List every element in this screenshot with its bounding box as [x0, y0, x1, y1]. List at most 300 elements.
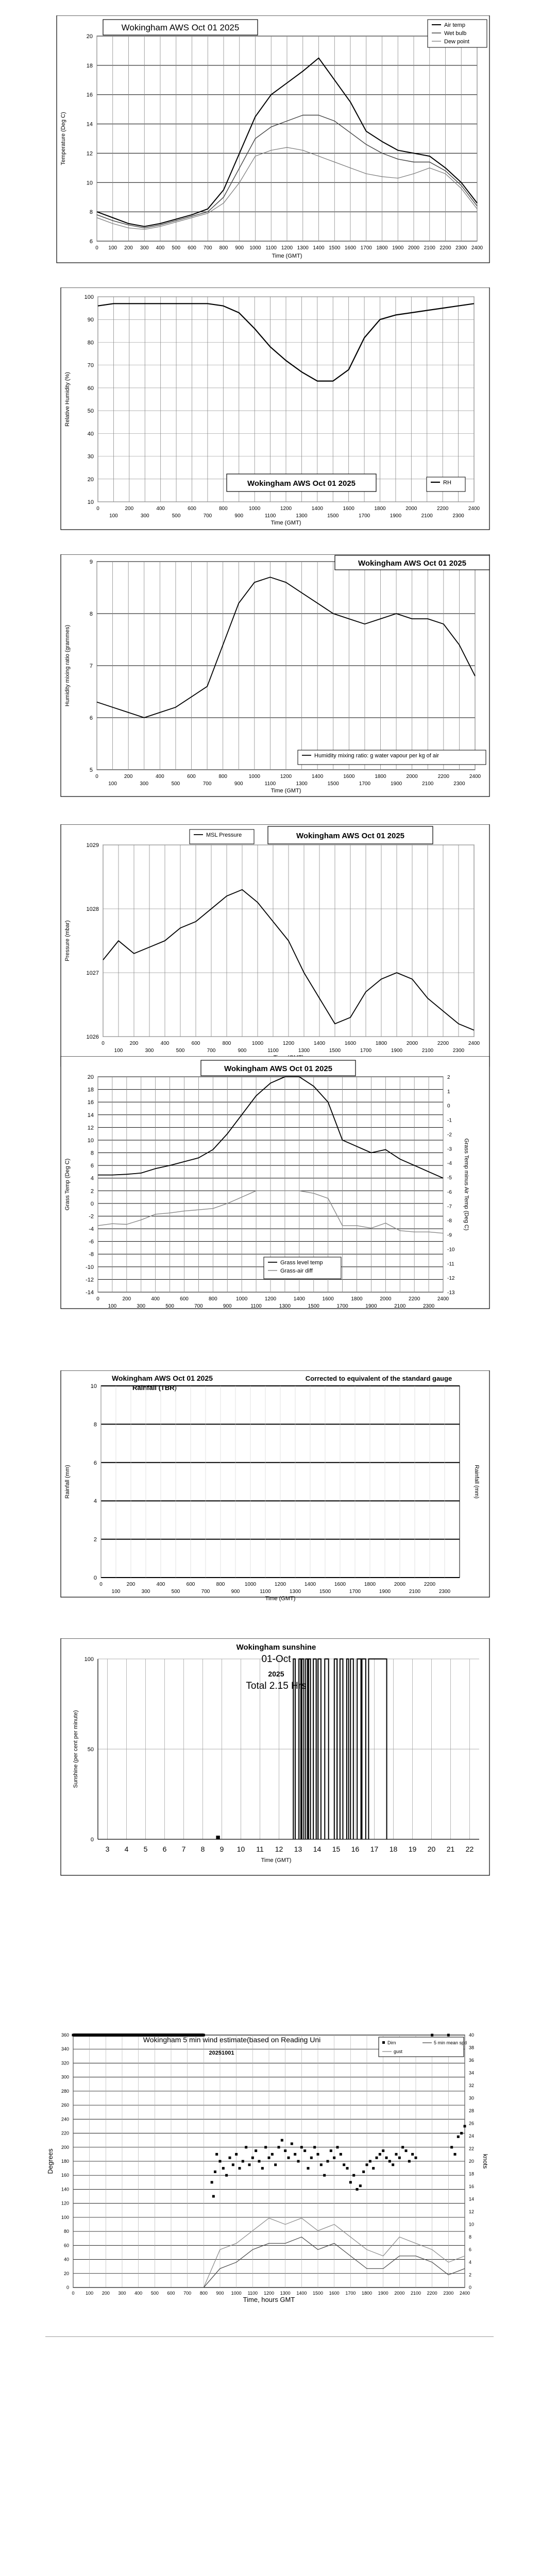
x-tick-label: 2300 [438, 1589, 451, 1595]
x-tick-label: 1000 [231, 2291, 242, 2296]
direction-point [340, 2153, 342, 2156]
direction-point [454, 2153, 457, 2156]
direction-point [288, 2157, 290, 2159]
x-tick-label: 800 [218, 506, 228, 512]
x-tick-label: 500 [171, 1589, 180, 1595]
x-tick-label: 13 [294, 1845, 302, 1853]
y-tick-label: 300 [61, 2074, 69, 2080]
chart-title: Wokingham AWS Oct 01 2025 [111, 1374, 213, 1382]
chart-rainfall [0, 1370, 541, 1602]
x-tick-label: 1100 [265, 245, 277, 251]
y-tick-label: 6 [93, 1460, 97, 1466]
x-tick-label: 7 [181, 1845, 186, 1853]
x-tick-label: 400 [156, 1582, 165, 1587]
x-tick-label: 2300 [453, 781, 465, 787]
direction-point [388, 2160, 391, 2163]
x-tick-label: 1800 [351, 1296, 363, 1302]
x-tick-label: 6 [162, 1845, 167, 1853]
direction-point [310, 2157, 313, 2159]
y-tick-label: 0 [93, 1575, 97, 1581]
y-right-tick-label: 32 [469, 2083, 475, 2088]
x-tick-label: 2200 [427, 2291, 437, 2296]
y-tick-label: 1029 [86, 842, 99, 849]
y-tick-label: 40 [87, 431, 94, 437]
x-tick-label: 400 [134, 2291, 143, 2296]
direction-point [235, 2153, 238, 2156]
y-right-tick-label: 2 [469, 2272, 472, 2278]
direction-point [327, 2160, 329, 2163]
x-tick-label: 12 [275, 1845, 283, 1853]
x-tick-label: 3 [105, 1845, 110, 1853]
x-tick-label: 2000 [406, 1041, 418, 1046]
y-axis-label: Pressure (mbar) [64, 920, 71, 961]
x-tick-label: 200 [126, 1582, 136, 1587]
y-right-tick-label: -1 [447, 1117, 452, 1124]
x-tick-label: 100 [114, 1048, 123, 1054]
direction-point [336, 2146, 339, 2148]
x-tick-label: 1800 [375, 774, 386, 779]
y-tick-label: 100 [84, 294, 94, 300]
x-tick-label: 1800 [376, 245, 388, 251]
x-tick-label: 14 [313, 1845, 322, 1853]
x-tick-label: 16 [351, 1845, 360, 1853]
x-tick-label: 2200 [437, 774, 449, 779]
y-tick-label: 0 [90, 1200, 94, 1207]
legend-label: MSL Pressure [206, 832, 242, 838]
direction-point [450, 2146, 453, 2148]
x-tick-label: 11 [256, 1845, 264, 1853]
x-tick-label: 1400 [304, 1582, 316, 1587]
x-tick-label: 200 [129, 1041, 139, 1046]
x-tick-label: 300 [145, 1048, 154, 1054]
x-tick-label: 600 [188, 506, 196, 512]
y-right-tick-label: 40 [469, 2032, 475, 2038]
x-tick-label: 1600 [344, 245, 357, 251]
x-tick-label: 2100 [421, 513, 433, 519]
direction-point [392, 2163, 394, 2166]
direction-point [251, 2157, 254, 2159]
y-right-tick-label: 36 [469, 2058, 475, 2063]
legend-label: Humidity mixing ratio: g water vapour per kg of air [314, 753, 439, 759]
chart-title: Wokingham AWS Oct 01 2025 [224, 1064, 333, 1073]
x-tick-label: 200 [124, 774, 133, 779]
x-tick-label: 200 [122, 1296, 131, 1302]
y-tick-label: 7 [89, 663, 93, 669]
x-tick-label: 2300 [452, 1048, 465, 1054]
x-tick-label: 700 [183, 2291, 192, 2296]
direction-point [278, 2146, 280, 2148]
x-tick-label: 20 [427, 1845, 436, 1853]
y-right-tick-label: -11 [447, 1261, 454, 1267]
x-tick-label: 1700 [336, 1303, 348, 1309]
direction-point [320, 2163, 323, 2166]
direction-point [281, 2139, 283, 2142]
x-tick-label: 300 [140, 513, 149, 519]
chart-pressure [0, 824, 541, 1072]
direction-point [313, 2146, 316, 2148]
x-tick-label: 500 [150, 2291, 159, 2296]
y-tick-label: 80 [63, 2229, 69, 2234]
direction-point [291, 2142, 293, 2145]
x-tick-label: 17 [370, 1845, 379, 1853]
y-tick-label: 4 [90, 1175, 94, 1182]
x-tick-label: 2200 [424, 1582, 436, 1587]
x-tick-label: 2100 [409, 1589, 421, 1595]
x-tick-label: 1500 [308, 1303, 319, 1309]
y-axis-label: Temperature (Deg C) [60, 112, 66, 165]
x-tick-label: 500 [165, 1303, 174, 1309]
x-tick-label: 400 [156, 245, 165, 251]
y-tick-label: 20 [87, 1074, 94, 1080]
x-tick-label: 600 [186, 1582, 195, 1587]
x-tick-label: 200 [125, 506, 134, 512]
sunshine-bar-small [216, 1836, 219, 1839]
x-tick-label: 1000 [249, 506, 261, 512]
x-tick-label: 2400 [469, 774, 481, 779]
x-tick-label: 500 [172, 513, 181, 519]
y-tick-label: 20 [86, 33, 93, 40]
x-tick-label: 1500 [329, 245, 341, 251]
chart-title: Wokingham AWS Oct 01 2025 [358, 559, 467, 568]
legend-label: Grass level temp [280, 1260, 323, 1266]
chart-title: Wokingham AWS Oct 01 2025 [121, 23, 240, 32]
direction-point [401, 2146, 404, 2148]
y-tick-label: 8 [93, 1421, 97, 1428]
x-tick-label: 1500 [312, 2291, 324, 2296]
y-right-tick-label: 14 [469, 2196, 475, 2202]
x-tick-label: 300 [118, 2291, 126, 2296]
x-tick-label: 2300 [422, 1303, 435, 1309]
chart-temperature [0, 15, 541, 268]
direction-point [307, 2167, 310, 2170]
x-tick-label: 2200 [437, 1041, 449, 1046]
y-right-tick-label: -6 [447, 1189, 452, 1195]
x-tick-label: 15 [332, 1845, 341, 1853]
y-right-tick-label: -10 [447, 1247, 455, 1253]
y-tick-label: 1027 [86, 970, 99, 976]
x-tick-label: 21 [446, 1845, 455, 1853]
x-tick-label: 1400 [311, 506, 323, 512]
direction-point [464, 2125, 466, 2127]
x-tick-label: 2100 [424, 245, 435, 251]
direction-point [225, 2174, 228, 2177]
y-right-tick-label: -9 [447, 1232, 452, 1239]
y-tick-label: -14 [86, 1290, 94, 1296]
y-right-tick-label: 16 [469, 2184, 475, 2189]
x-tick-label: 1000 [236, 1296, 248, 1302]
y-axis-label: Rainfall (mm) [64, 1465, 71, 1499]
chart-grass [0, 1056, 541, 1314]
y-tick-label: 8 [89, 611, 93, 617]
y-tick-label: 12 [87, 1125, 94, 1131]
y-tick-label: 100 [61, 2214, 69, 2220]
x-tick-label: 1600 [322, 1296, 334, 1302]
direction-point [255, 2149, 257, 2152]
x-tick-label: 2300 [443, 2291, 454, 2296]
x-tick-label: 1700 [359, 781, 371, 787]
y-tick-label: 90 [87, 317, 94, 324]
x-tick-label: 1600 [329, 2291, 340, 2296]
y-right-tick-label: 24 [469, 2133, 475, 2139]
x-tick-label: 100 [86, 2291, 94, 2296]
chart-wind [0, 2030, 541, 2303]
direction-point [214, 2171, 216, 2173]
legend-label: Dirn [387, 2040, 396, 2045]
direction-point [415, 2157, 417, 2159]
x-tick-label: 1100 [247, 2291, 258, 2296]
direction-point [372, 2167, 375, 2170]
legend-label: Grass-air diff [280, 1268, 313, 1274]
y-tick-label: 360 [61, 2032, 69, 2038]
direction-point [411, 2153, 414, 2156]
y-tick-label: 320 [61, 2060, 69, 2066]
x-tick-label: 500 [176, 1048, 185, 1054]
direction-point [300, 2146, 303, 2148]
x-tick-label: 1100 [264, 781, 276, 787]
y-tick-label: 100 [84, 1656, 94, 1663]
direction-point [408, 2160, 411, 2163]
x-tick-label: 2200 [409, 1296, 420, 1302]
chart-date: 20251001 [209, 2050, 234, 2056]
direction-point [215, 2153, 218, 2156]
y-tick-label: 20 [63, 2270, 69, 2276]
direction-point [330, 2149, 332, 2152]
x-tick-label: 1800 [374, 506, 386, 512]
direction-point [284, 2149, 286, 2152]
direction-point [366, 2163, 368, 2166]
y-tick-label: 50 [87, 408, 94, 415]
y-tick-label: 10 [86, 180, 93, 187]
y-tick-label: 0 [66, 2285, 69, 2290]
x-tick-label: 1900 [365, 1303, 377, 1309]
x-tick-label: 2100 [410, 2291, 421, 2296]
y-axis-label: Sunshine (per cent per minute) [73, 1710, 79, 1788]
direction-point [258, 2160, 261, 2163]
y-tick-label: 18 [87, 1087, 94, 1093]
y-tick-label: 200 [61, 2144, 69, 2150]
direction-point [317, 2153, 319, 2156]
chart-title: Wokingham AWS Oct 01 2025 [296, 832, 405, 840]
y-tick-label: 260 [61, 2103, 69, 2108]
y-tick-label: 2 [93, 1536, 97, 1543]
direction-point [349, 2181, 352, 2183]
x-tick-label: 700 [207, 1048, 216, 1054]
y-tick-label: 240 [61, 2116, 69, 2122]
y-tick-label: 5 [89, 767, 93, 773]
y-tick-label: -8 [89, 1251, 94, 1258]
x-tick-label: 1900 [392, 245, 404, 251]
y-right-tick-label: 28 [469, 2108, 475, 2113]
x-tick-label: 1700 [349, 1589, 361, 1595]
legend-label: gust [394, 2049, 403, 2054]
direction-point [261, 2167, 264, 2170]
x-tick-label: 900 [238, 1048, 247, 1054]
x-tick-label: 400 [160, 1041, 170, 1046]
legend-label: Wet bulb [444, 30, 467, 37]
x-tick-label: 18 [389, 1845, 398, 1853]
y-tick-label: 8 [90, 1150, 94, 1157]
x-tick-label: 2400 [468, 1041, 480, 1046]
x-tick-label: 1200 [263, 2291, 275, 2296]
x-tick-label: 2100 [394, 1303, 406, 1309]
chart-year: 2025 [268, 1670, 284, 1678]
direction-point [352, 2174, 355, 2177]
x-tick-label: 900 [231, 1589, 240, 1595]
x-tick-label: 1900 [379, 1589, 391, 1595]
direction-point [268, 2157, 270, 2159]
y-right-tick-label: 8 [469, 2234, 472, 2240]
x-tick-label: 2100 [421, 1048, 434, 1054]
y-axis-label: Grass Temp (Deg C) [64, 1158, 71, 1211]
direction-point [239, 2167, 241, 2170]
y-tick-label: 340 [61, 2046, 69, 2052]
x-tick-label: 0 [95, 245, 98, 251]
x-tick-label: 19 [408, 1845, 417, 1853]
y-right-tick-label: -7 [447, 1204, 452, 1210]
x-tick-label: 2100 [422, 781, 434, 787]
x-tick-label: 22 [465, 1845, 474, 1853]
direction-point [274, 2163, 277, 2166]
x-tick-label: 600 [167, 2291, 175, 2296]
x-tick-label: 800 [216, 1582, 225, 1587]
x-tick-label: 1300 [296, 513, 308, 519]
y-tick-label: 12 [86, 150, 93, 157]
legend-label: 5 min mean spd [434, 2040, 467, 2045]
x-tick-label: 1700 [358, 513, 370, 519]
x-tick-label: 2400 [471, 245, 483, 251]
x-tick-label: 1200 [264, 1296, 277, 1302]
direction-point [346, 2167, 349, 2170]
x-tick-label: 1000 [248, 774, 260, 779]
x-tick-label: 1600 [334, 1582, 346, 1587]
legend-label: Air temp [444, 22, 465, 28]
x-tick-label: 1200 [280, 774, 292, 779]
y-right-tick-label: 1 [447, 1089, 450, 1095]
y-tick-label: 10 [90, 1383, 97, 1389]
direction-point [219, 2160, 222, 2163]
direction-point [405, 2149, 408, 2152]
direction-point [385, 2157, 388, 2159]
direction-point [242, 2160, 244, 2163]
x-axis-label: Time, hours GMT [243, 2296, 295, 2303]
x-tick-label: 9 [219, 1845, 224, 1853]
chart-sunshine [0, 1638, 541, 1880]
x-tick-label: 2000 [406, 774, 418, 779]
y-tick-label: 160 [61, 2173, 69, 2178]
x-tick-label: 900 [223, 1303, 232, 1309]
x-tick-label: 200 [102, 2291, 110, 2296]
y-tick-label: 14 [87, 1112, 94, 1118]
x-tick-label: 2000 [405, 506, 417, 512]
y-right-tick-label: 0 [469, 2285, 472, 2290]
x-tick-label: 1100 [264, 513, 276, 519]
direction-point [222, 2167, 225, 2170]
x-tick-label: 1400 [313, 245, 325, 251]
x-tick-label: 1600 [343, 506, 354, 512]
y-tick-label: 220 [61, 2130, 69, 2136]
y-right-tick-label: -5 [447, 1175, 452, 1181]
x-tick-label: 100 [111, 1589, 121, 1595]
x-tick-label: 1700 [345, 2291, 356, 2296]
y-right-tick-label: 34 [469, 2070, 475, 2076]
y-tick-label: 14 [86, 121, 93, 128]
x-tick-label: 1600 [343, 774, 355, 779]
y-right-tick-label: -13 [447, 1290, 455, 1296]
chart-title: Wokingham sunshine [236, 1643, 316, 1652]
x-tick-label: 700 [203, 513, 212, 519]
x-axis-label: Time (GMT) [270, 788, 301, 794]
x-tick-label: 1900 [391, 1048, 403, 1054]
x-tick-label: 700 [202, 781, 212, 787]
x-tick-label: 10 [236, 1845, 245, 1853]
y-right-tick-label: 38 [469, 2045, 475, 2050]
x-tick-label: 1200 [281, 245, 293, 251]
x-tick-label: 1400 [312, 774, 324, 779]
x-tick-label: 8 [200, 1845, 205, 1853]
x-tick-label: 1500 [329, 1048, 341, 1054]
x-tick-label: 1300 [280, 2291, 291, 2296]
x-tick-label: 100 [108, 781, 117, 787]
direction-point [457, 2136, 460, 2138]
x-tick-label: 0 [99, 1582, 103, 1587]
direction-point [229, 2157, 231, 2159]
direction-point [211, 2181, 213, 2183]
x-tick-label: 2400 [437, 1296, 449, 1302]
direction-point [271, 2153, 274, 2156]
chart-humidity [0, 287, 541, 535]
y-tick-label: 60 [63, 2243, 69, 2248]
x-tick-label: 1300 [297, 245, 309, 251]
x-tick-label: 600 [191, 1041, 200, 1046]
x-tick-label: 500 [171, 781, 180, 787]
x-tick-label: 1300 [289, 1589, 301, 1595]
x-tick-label: 1400 [293, 1296, 305, 1302]
direction-point [376, 2157, 378, 2159]
x-tick-label: 700 [194, 1303, 203, 1309]
x-tick-label: 2300 [455, 245, 467, 251]
y-tick-label: 1026 [86, 1034, 99, 1040]
legend-label: RH [443, 480, 451, 486]
y-right-tick-label: 22 [469, 2146, 475, 2151]
chart-subtitle: Rainfall (TBR) [132, 1384, 177, 1392]
direction-point [264, 2146, 267, 2148]
x-tick-label: 800 [199, 2291, 208, 2296]
y-tick-label: 6 [89, 239, 93, 245]
x-tick-label: 200 [124, 245, 133, 251]
y-tick-label: -4 [89, 1226, 94, 1233]
x-tick-label: 400 [155, 774, 164, 779]
x-tick-label: 2200 [437, 506, 449, 512]
x-axis-label: Time (GMT) [265, 1596, 296, 1602]
x-tick-label: 1300 [296, 781, 308, 787]
direction-point [323, 2174, 326, 2177]
y-tick-label: 60 [87, 385, 94, 392]
x-tick-label: 1000 [251, 1041, 264, 1046]
x-tick-label: 900 [234, 781, 243, 787]
x-tick-label: 2200 [439, 245, 451, 251]
x-tick-label: 1900 [390, 781, 402, 787]
x-tick-label: 0 [72, 2291, 75, 2296]
y-right-tick-label: 10 [469, 2222, 475, 2227]
x-tick-label: 100 [108, 245, 117, 251]
direction-point [294, 2153, 296, 2156]
direction-point [248, 2163, 251, 2166]
y-tick-label: 120 [61, 2200, 69, 2206]
x-tick-label: 300 [141, 1589, 150, 1595]
y-tick-label: -6 [89, 1239, 94, 1245]
y-right-tick-label: 4 [469, 2260, 472, 2265]
y-right-axis-label: knots [482, 2154, 489, 2169]
